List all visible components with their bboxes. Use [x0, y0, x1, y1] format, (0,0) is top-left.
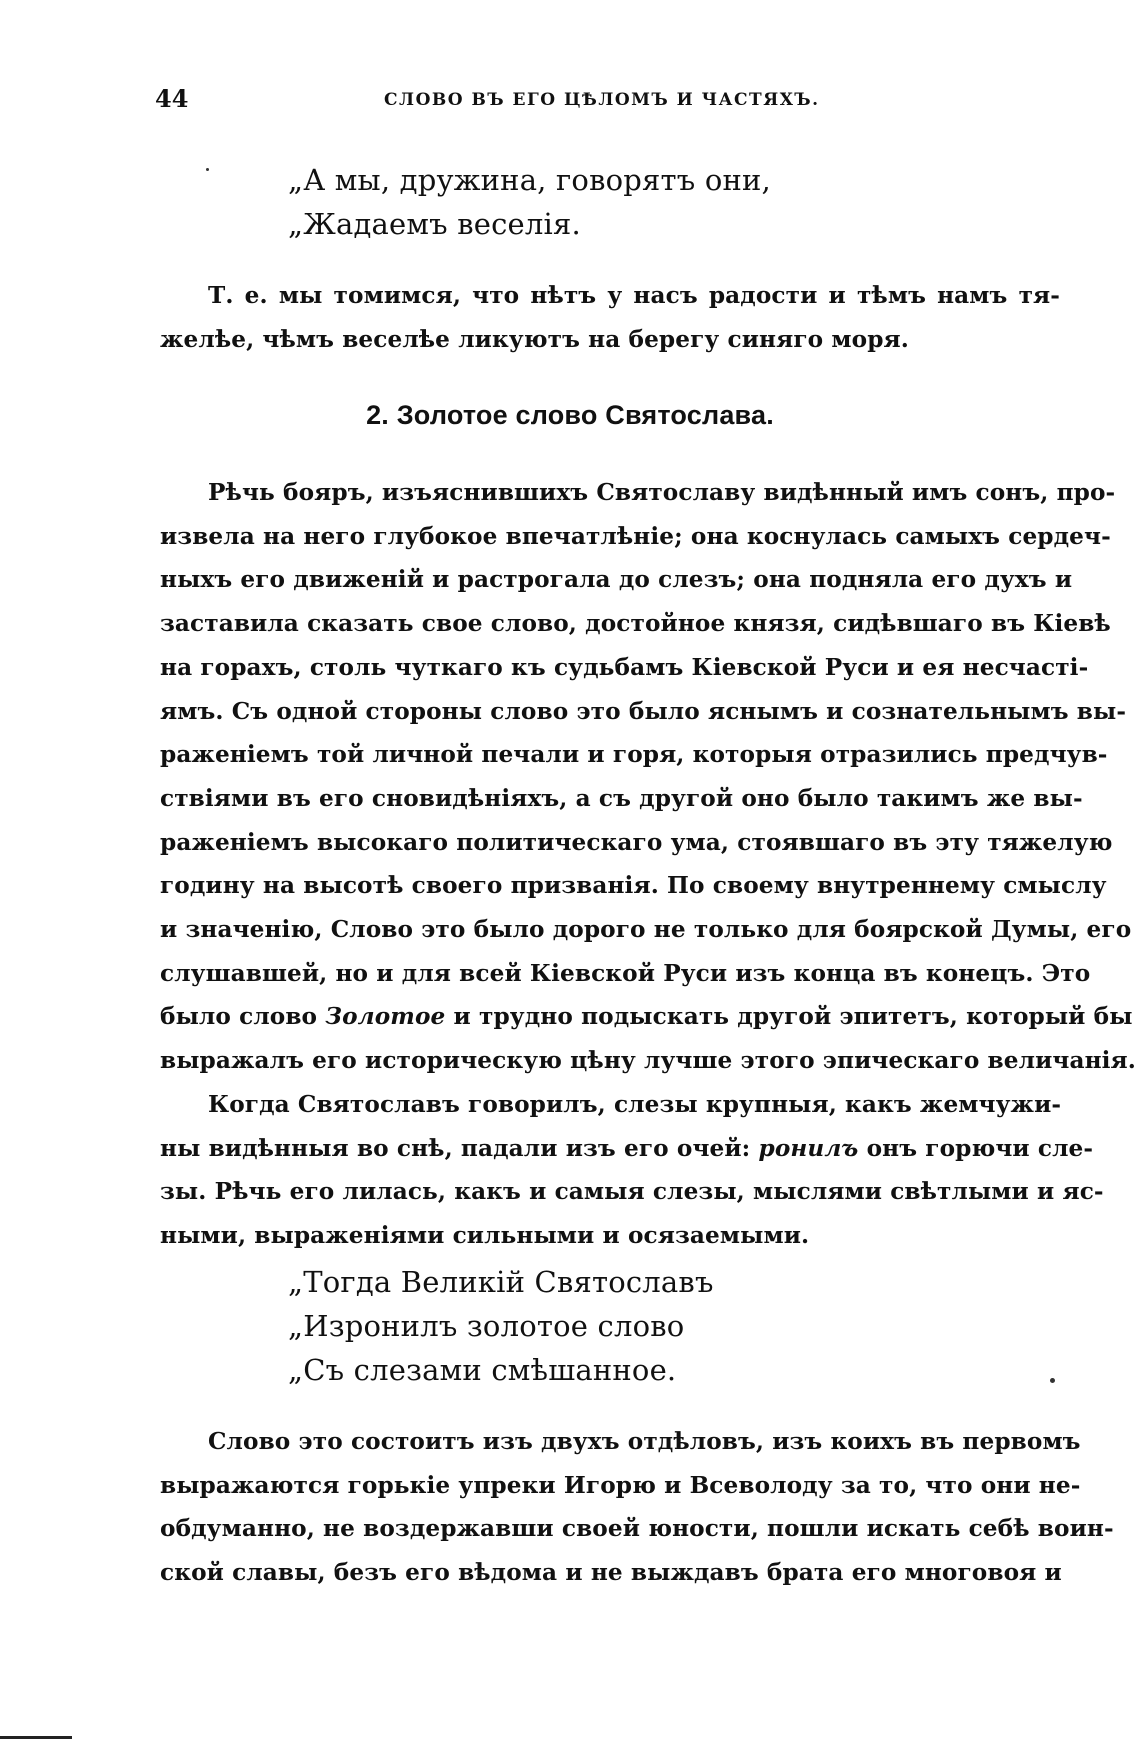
verse-line: „Тогда Великій Святославъ	[288, 1265, 714, 1299]
text-line: Т. е. мы томимся, что нѣтъ у насъ радости и тѣмъ намъ тя-	[208, 282, 1060, 309]
text-line: Слово это состоитъ изъ двухъ отдѣловъ, изъ коихъ въ первомъ	[208, 1428, 1081, 1455]
text-line: годину на высотѣ своего призванія. По своему внутреннему смыслу	[160, 872, 1107, 900]
italic-word: Золотое	[325, 1003, 446, 1031]
paragraph-2	[160, 471, 1136, 1258]
text-line: зы. Рѣчь его лилась, какъ и самыя слезы, мыслями свѣтлыми и яс-	[160, 1178, 1104, 1206]
running-title: СЛОВО ВЪ ЕГО ЦѢЛОМЪ И ЧАСТЯХЪ.	[384, 90, 820, 110]
paragraph-4	[160, 1420, 1114, 1595]
text-line: обдуманно, не воздержавши своей юности, пошли искать себѣ воин-	[160, 1515, 1114, 1543]
text-line: на горахъ, столь чуткаго къ судьбамъ Кіевской Руси и ея несчасті-	[160, 653, 1089, 681]
text-line: ными, выраженіями сильными и осязаемыми.	[160, 1221, 810, 1249]
verse-line: „Изронилъ золотое слово	[288, 1309, 685, 1343]
text-line: и значенію, Слово это было дорого не только для боярской Думы, его	[160, 916, 1132, 944]
text-line: желѣе, чѣмъ веселѣе ликуютъ на берегу синяго моря.	[160, 325, 909, 353]
verse-line: „А мы, дружина, говорятъ они,	[288, 163, 771, 197]
verse-quote-2	[288, 1260, 714, 1392]
text-line: Рѣчь бояръ, изъяснившихъ Святославу видѣнный имъ сонъ, про-	[208, 479, 1116, 506]
text-line: ствіями въ его сновидѣніяхъ, а съ другой оно было такимъ же вы-	[160, 784, 1083, 812]
italic-word: ронилъ	[758, 1134, 859, 1162]
text-line: заставила сказать свое слово, достойное князя, сидѣвшаго въ Кіевѣ	[160, 610, 1111, 638]
scan-edge-mark	[0, 1736, 72, 1739]
verse-line: „Жадаемъ веселія.	[288, 207, 581, 241]
text-run: ны видѣнныя во снѣ, падали изъ его очей:	[160, 1134, 759, 1162]
paragraph-1	[160, 274, 1060, 361]
text-line: выражаются горькіе упреки Игорю и Всеволоду за то, что они не-	[160, 1471, 1081, 1499]
text-line: раженіемъ высокаго политическаго ума, стоявшаго въ эту тяжелую	[160, 828, 1113, 856]
text-line: извела на него глубокое впечатлѣніе; она коснулась самыхъ сердеч-	[160, 522, 1111, 550]
text-line: раженіемъ той личной печали и горя, которыя отразились предчув-	[160, 741, 1108, 769]
text-line: ской славы, безъ его вѣдома и не выждавъ брата его многовоя и	[160, 1559, 1062, 1587]
section-heading: 2. Золотое слово Святослава.	[366, 400, 774, 430]
text-run: было слово	[160, 1003, 326, 1031]
verse-quote-1	[288, 158, 771, 246]
running-head	[155, 84, 1055, 124]
page-number: 44	[155, 84, 189, 113]
text-run: и трудно подыскать другой эпитетъ, который бы	[445, 1003, 1133, 1031]
text-line: Когда Святославъ говорилъ, слезы крупныя, какъ жемчужи-	[208, 1090, 1062, 1118]
print-speck	[1050, 1378, 1055, 1383]
text-run: онъ горючи сле-	[858, 1134, 1094, 1162]
text-line: ныхъ его движеній и растрогала до слезъ; она подняла его духъ и	[160, 566, 1073, 594]
text-line: слушавшей, но и для всей Кіевской Руси изъ конца въ конецъ. Это	[160, 959, 1091, 987]
verse-line: „Съ слезами смѣшанное.	[288, 1353, 677, 1387]
text-line: ямъ. Съ одной стороны слово это было яснымъ и сознательнымъ вы-	[160, 697, 1127, 725]
text-line	[160, 1127, 1094, 1171]
print-speck	[206, 168, 209, 171]
text-line	[160, 995, 1133, 1039]
text-line: выражалъ его историческую цѣну лучше этого эпическаго величанія.	[160, 1047, 1136, 1075]
